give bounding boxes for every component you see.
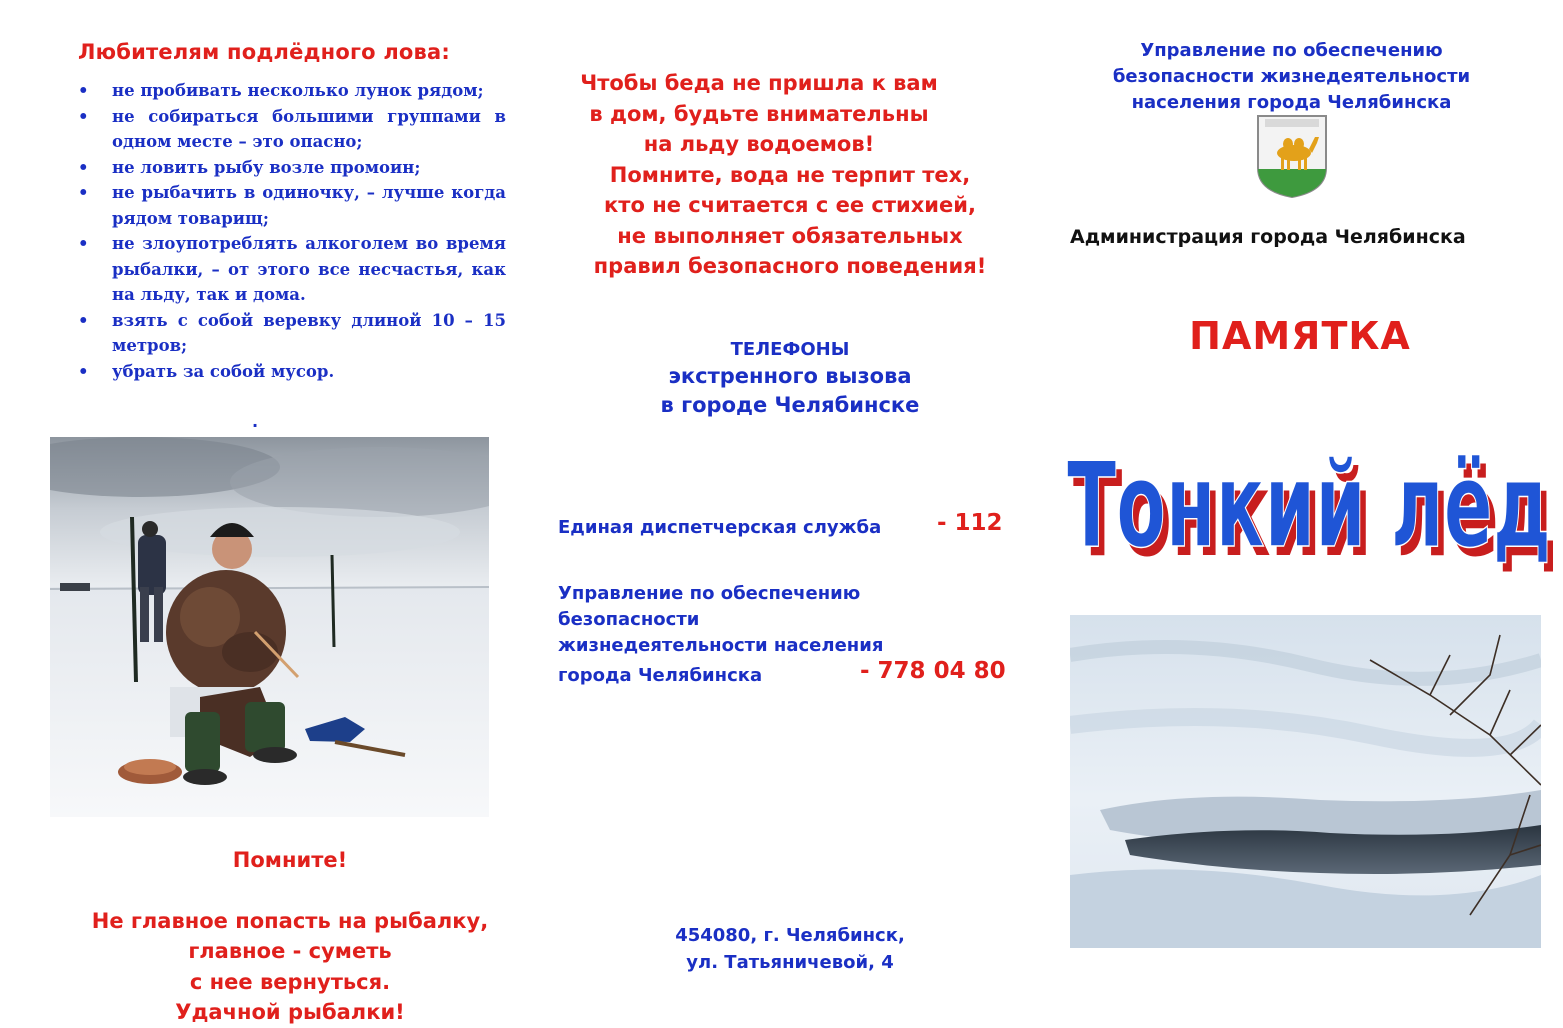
service-safety-number: - 778 04 80 xyxy=(860,658,1006,684)
warning-line: кто не считается с ее стихией, xyxy=(604,193,976,217)
bullet-icon: • xyxy=(78,234,89,253)
thin-ice-photo xyxy=(1070,615,1541,948)
list-item: • не ловить рыбу возле промоин; xyxy=(78,155,506,181)
thin-ice-title-shadow: Тонкий лёд xyxy=(1073,445,1557,580)
middle-panel xyxy=(530,0,1050,1024)
list-item: • не пробивать несколько лунок рядом; xyxy=(78,78,506,104)
service-dispatch-number: - 112 xyxy=(937,510,1003,536)
bullet-icon: • xyxy=(78,361,89,381)
service-dispatch-name: Единая диспетчерская служба xyxy=(558,517,882,538)
warning-line: Помните, вода не терпит тех, xyxy=(609,162,971,187)
thin-ice-title-text: Тонкий лёд xyxy=(1067,436,1551,574)
phones-title: ТЕЛЕФОНЫ xyxy=(730,339,850,360)
left-footer xyxy=(50,845,530,1028)
warning-line: на льду водоемов! xyxy=(643,132,875,156)
warning-line: Чтобы беда не пришла к вам xyxy=(580,71,938,95)
chelyabinsk-coat-of-arms-icon xyxy=(1255,113,1329,199)
list-item: • убрать за собой мусор. xyxy=(78,359,506,385)
rules-list xyxy=(78,78,506,384)
footer-line: с нее вернуться. xyxy=(189,969,391,994)
administration-label: Администрация города Челябинска xyxy=(1070,226,1466,248)
warning-line: правил безопасного поведения! xyxy=(593,254,987,278)
warning-line: в дом, будьте внимательны xyxy=(589,101,929,126)
thin-ice-title xyxy=(1064,400,1563,580)
ice-fisherman-photo xyxy=(50,437,489,817)
left-panel xyxy=(0,0,530,1024)
footer-line: Не главное попасть на рыбалку, xyxy=(91,908,489,933)
list-item: • не рыбачить в одиночку, – лучше когда рядом товарищ; xyxy=(78,180,506,231)
bullet-icon: • xyxy=(78,183,89,202)
list-item: • не злоупотреблять алкоголем во время рыбалки, – от этого все несчастья, как на льду, так и дома. xyxy=(78,231,506,308)
list-item: • не собираться большими группами в одном месте – это опасно; xyxy=(78,104,506,155)
bullet-icon: • xyxy=(78,310,89,330)
rules-heading: Любителям подлёдного лова: xyxy=(78,40,450,64)
footer-line: Удачной рыбалки! xyxy=(175,1000,405,1024)
stray-dot: . xyxy=(252,412,259,431)
list-item: • взять с собой веревку длиной 10 – 15 метров; xyxy=(78,308,506,359)
phones-subtitle: экстренного вызова xyxy=(668,364,912,388)
memo-label: ПАМЯТКА xyxy=(1189,314,1411,358)
warning-text xyxy=(530,68,1050,282)
phones-subtitle: в городе Челябинске xyxy=(660,393,920,417)
bullet-icon: • xyxy=(78,157,89,177)
bullet-icon: • xyxy=(78,106,89,126)
org-title: Управление по обеспечению безопасности жизнедеятельности населения города Челябинска xyxy=(1112,40,1471,113)
remember-label: Помните! xyxy=(232,848,348,872)
cover-panel xyxy=(1050,0,1563,1024)
warning-line: не выполняет обязательных xyxy=(617,223,963,248)
bullet-icon: • xyxy=(78,81,89,100)
footer-line: главное - суметь xyxy=(188,939,392,963)
address: 454080, г. Челябинск, ул. Татьяничевой, 4 xyxy=(675,925,905,973)
service-safety-name: Управление по обеспечению безопасности жизнедеятельности населения города Челябинска xyxy=(558,583,884,686)
phones-heading xyxy=(530,338,1050,420)
